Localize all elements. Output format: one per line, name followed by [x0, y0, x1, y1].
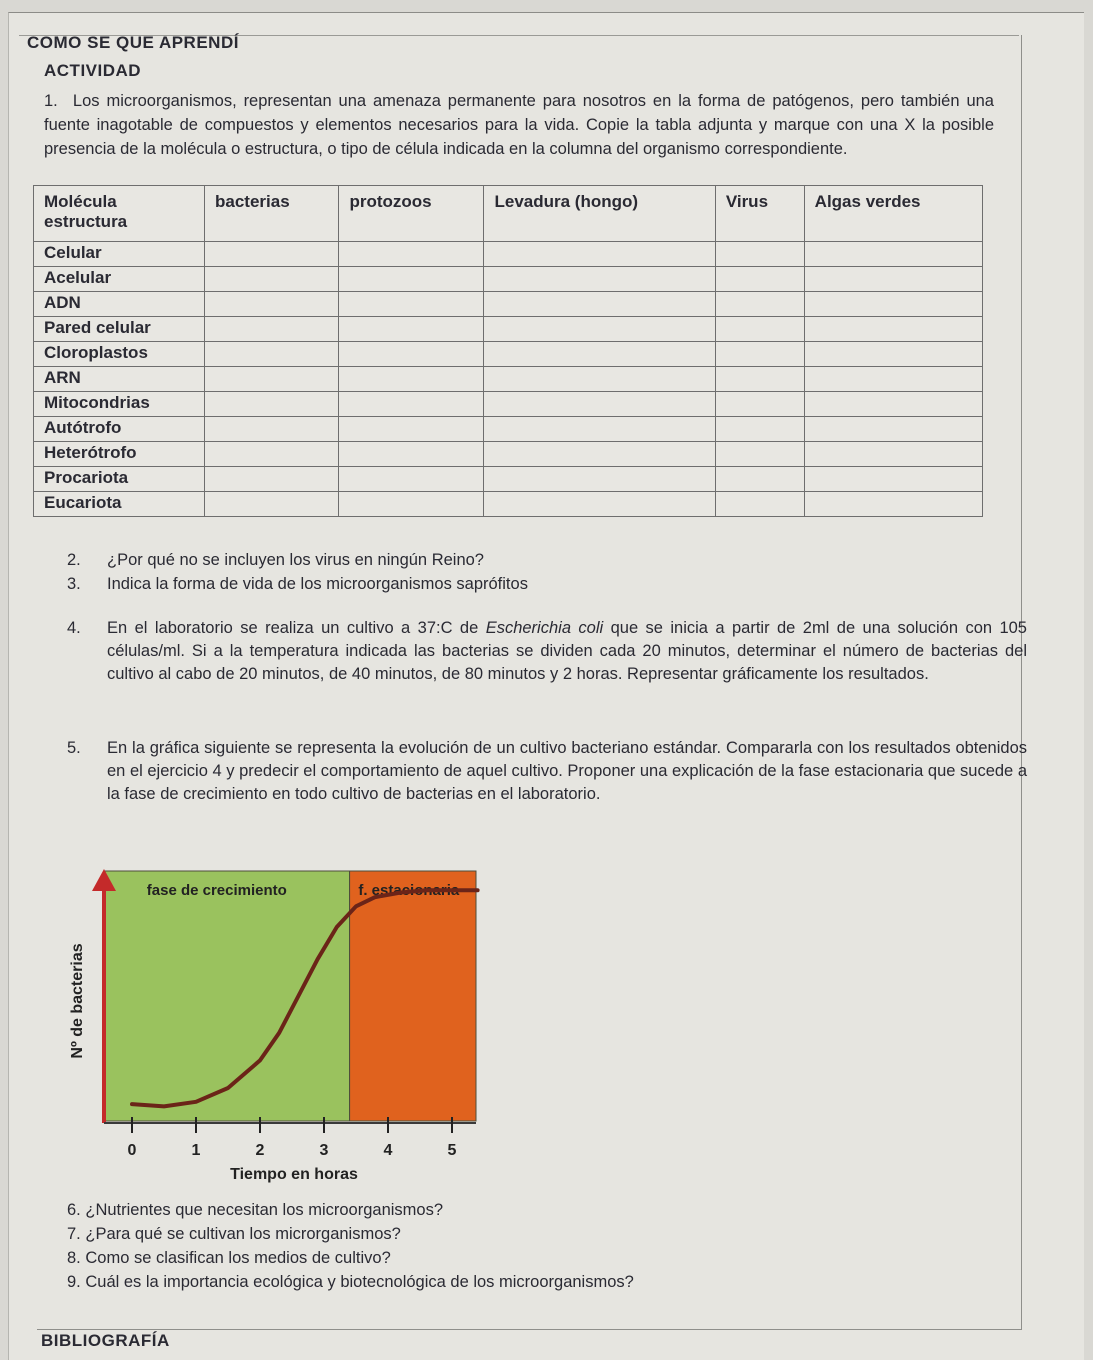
table-cell[interactable]: [205, 342, 339, 367]
question-text: ¿Por qué no se incluyen los virus en ningún Reino?: [107, 551, 484, 569]
x-tick-label: 1: [191, 1142, 201, 1159]
table-row: [34, 267, 983, 292]
table-row: [34, 442, 983, 467]
question-number: 2.: [67, 551, 81, 569]
table-cell[interactable]: [339, 492, 484, 517]
table-cell[interactable]: [484, 317, 715, 342]
question-7: [67, 1222, 634, 1246]
question-number: 3.: [67, 575, 81, 593]
table-row: [34, 392, 983, 417]
species-name: Escherichia coli: [485, 619, 604, 637]
table-cell[interactable]: [205, 417, 339, 442]
table-cell[interactable]: [205, 267, 339, 292]
question-text: En la gráfica siguiente se representa la evolución de un cultivo bacteriano estándar. Compararla con los resultados obtenidos en el ejercicio 4 y predecir el comportamiento de aquel cultivo. Proponer una explicación de la fase estacionaria que sucede a la fase de crecimiento en todo cultivo de bacterias en el laboratorio.: [107, 739, 1027, 803]
table-cell[interactable]: [804, 442, 982, 467]
table-row: [34, 342, 983, 367]
column-header: Molécula estructura: [34, 186, 205, 242]
table-cell[interactable]: [484, 267, 715, 292]
table-cell[interactable]: [804, 317, 982, 342]
table-cell[interactable]: [715, 417, 804, 442]
table-cell[interactable]: [804, 492, 982, 517]
table-row: [34, 317, 983, 342]
table-cell[interactable]: [804, 417, 982, 442]
table-cell[interactable]: [804, 342, 982, 367]
question-1: [44, 89, 994, 161]
row-label: Celular: [34, 242, 205, 267]
table-cell[interactable]: [715, 392, 804, 417]
table-cell[interactable]: [804, 292, 982, 317]
column-header: Algas verdes: [804, 186, 982, 242]
row-label: Eucariota: [34, 492, 205, 517]
question-9: [67, 1270, 634, 1294]
question-5: [67, 737, 1027, 806]
final-questions: [67, 1198, 634, 1294]
table-cell[interactable]: [804, 267, 982, 292]
region-0: [104, 871, 350, 1121]
table-cell[interactable]: [804, 242, 982, 267]
table-row: [34, 417, 983, 442]
table-row: [34, 292, 983, 317]
table-cell[interactable]: [339, 417, 484, 442]
question-number: 4.: [67, 619, 81, 637]
x-tick-label: 0: [127, 1142, 137, 1159]
table-cell[interactable]: [205, 242, 339, 267]
question-number: 6.: [67, 1201, 81, 1219]
table-cell[interactable]: [339, 367, 484, 392]
table-cell[interactable]: [715, 492, 804, 517]
table-cell[interactable]: [205, 367, 339, 392]
table-cell[interactable]: [484, 392, 715, 417]
table-cell[interactable]: [339, 342, 484, 367]
table-cell[interactable]: [715, 342, 804, 367]
section-title: COMO SE QUE APRENDÍ: [27, 33, 239, 52]
y-axis-label: Nº de bacterias: [69, 943, 86, 1059]
question-4: [67, 617, 1027, 686]
table-row: [34, 492, 983, 517]
table-cell[interactable]: [715, 292, 804, 317]
question-text: Los microorganismos, representan una amenaza permanente para nosotros en la forma de patógenos, pero también una fuente inagotable de compuestos y elementos necesarios para la vida. Copie la tabla adjunta y marque con una X la posible presencia de la molécula o estructura, o tipo de célula indicada en la columna del organismo correspondiente.: [44, 92, 994, 158]
question-number: 1.: [44, 92, 58, 110]
x-tick-label: 2: [255, 1142, 265, 1159]
row-label: ADN: [34, 292, 205, 317]
question-2: [67, 549, 1027, 572]
table-header-row: [34, 186, 983, 242]
column-header: bacterias: [205, 186, 339, 242]
question-text: Como se clasifican los medios de cultivo?: [85, 1249, 391, 1267]
question-number: 9.: [67, 1273, 81, 1291]
worksheet-page: [8, 12, 1084, 1360]
table-cell[interactable]: [715, 367, 804, 392]
row-label: Procariota: [34, 467, 205, 492]
table-row: [34, 367, 983, 392]
table-cell[interactable]: [715, 317, 804, 342]
table-row: [34, 242, 983, 267]
table-cell[interactable]: [484, 492, 715, 517]
table-cell[interactable]: [484, 417, 715, 442]
growth-chart: [64, 861, 504, 1191]
question-6: [67, 1198, 634, 1222]
question-text: Indica la forma de vida de los microorganismos saprófitos: [107, 575, 528, 593]
question-number: 8.: [67, 1249, 81, 1267]
row-label: Mitocondrias: [34, 392, 205, 417]
table-cell[interactable]: [804, 392, 982, 417]
table-cell[interactable]: [484, 242, 715, 267]
region-label: fase de crecimiento: [146, 882, 287, 899]
table-cell[interactable]: [205, 292, 339, 317]
question-3: [67, 573, 1027, 596]
table-row: [34, 467, 983, 492]
table-cell[interactable]: [715, 267, 804, 292]
column-header: Virus: [715, 186, 804, 242]
row-label: Acelular: [34, 267, 205, 292]
table-cell[interactable]: [205, 492, 339, 517]
x-axis-label: Tiempo en horas: [230, 1166, 358, 1183]
question-text: ¿Nutrientes que necesitan los microorganismos?: [85, 1201, 444, 1219]
question-text-part: En el laboratorio se realiza un cultivo a 37:C de: [107, 619, 486, 637]
question-text: [107, 617, 1027, 686]
row-label: Cloroplastos: [34, 342, 205, 367]
table-cell[interactable]: [484, 342, 715, 367]
row-label: Pared celular: [34, 317, 205, 342]
question-text-part: que se inicia a partir de 2ml de una solución con 105 células/ml. Si a la temperatura indicada las bacterias se dividen cada 20 minutos, determinar el número de bacterias del cultivo al cabo de 20 minutos, de 40 minutos, de 80 minutos y 2 horas. Representar gráficamente los resultados.: [107, 619, 1027, 683]
table-cell[interactable]: [484, 292, 715, 317]
row-label: Heterótrofo: [34, 442, 205, 467]
table-cell[interactable]: [484, 467, 715, 492]
question-text: Cuál es la importancia ecológica y biotecnológica de los microorganismos?: [85, 1273, 634, 1291]
table-cell[interactable]: [339, 392, 484, 417]
x-tick-label: 3: [319, 1142, 329, 1159]
x-tick-label: 4: [383, 1142, 393, 1159]
column-header: protozoos: [339, 186, 484, 242]
table-cell[interactable]: [484, 367, 715, 392]
organism-table: [33, 185, 983, 517]
table-cell[interactable]: [339, 267, 484, 292]
row-label: Autótrofo: [34, 417, 205, 442]
table-cell[interactable]: [205, 317, 339, 342]
region-1: [350, 871, 476, 1121]
table-cell[interactable]: [804, 467, 982, 492]
table-cell[interactable]: [339, 317, 484, 342]
table-cell[interactable]: [484, 442, 715, 467]
table-cell[interactable]: [804, 367, 982, 392]
region-label: f. estacionaria: [358, 882, 460, 899]
question-number: 5.: [67, 739, 81, 757]
row-label: ARN: [34, 367, 205, 392]
question-text: ¿Para qué se cultivan los microrganismos?: [85, 1225, 401, 1243]
x-tick-label: 5: [447, 1142, 457, 1159]
table-cell[interactable]: [715, 442, 804, 467]
table-cell[interactable]: [205, 392, 339, 417]
question-8: [67, 1246, 634, 1270]
column-header: Levadura (hongo): [484, 186, 715, 242]
question-number: 7.: [67, 1225, 81, 1243]
bibliography-heading: BIBLIOGRAFÍA: [41, 1331, 170, 1350]
activity-heading: ACTIVIDAD: [44, 61, 142, 80]
table-cell[interactable]: [339, 242, 484, 267]
table-cell[interactable]: [205, 467, 339, 492]
table-cell[interactable]: [715, 467, 804, 492]
table-cell[interactable]: [339, 442, 484, 467]
bottom-divider: [37, 1329, 1022, 1330]
table-cell[interactable]: [205, 442, 339, 467]
table-cell[interactable]: [715, 242, 804, 267]
table-cell[interactable]: [339, 292, 484, 317]
table-cell[interactable]: [339, 467, 484, 492]
